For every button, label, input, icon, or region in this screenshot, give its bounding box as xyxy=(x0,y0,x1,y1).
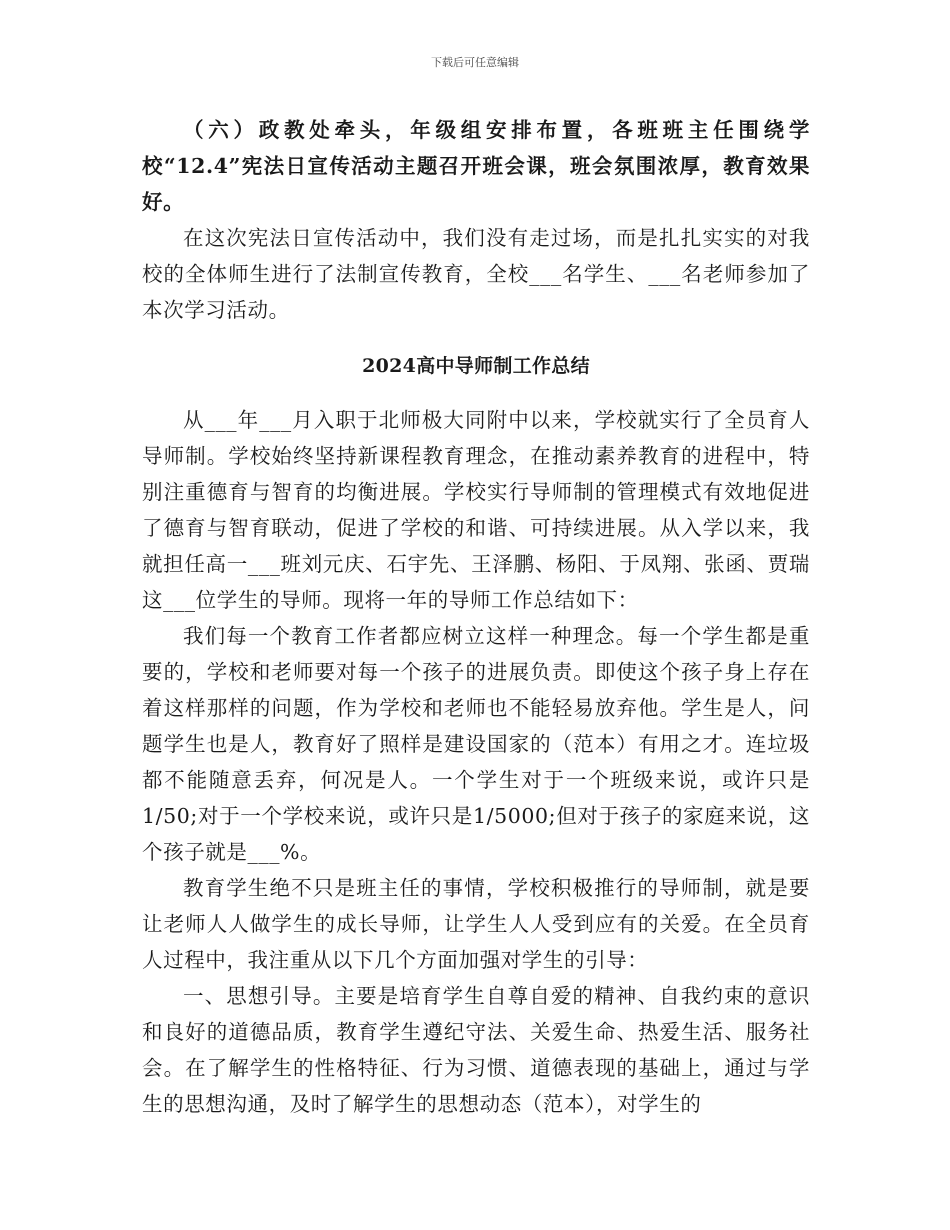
body-paragraph-3: 教育学生绝不只是班主任的事情，学校积极推行的导师制，就是要让老师人人做学生的成长导师，让学生人人受到应有的关爱。在全员育人过程中，我注重从以下几个方面加强对学生的引导： xyxy=(142,876,810,972)
article-title: 2024高中导师制工作总结 xyxy=(362,355,590,377)
body-paragraph-1: 从___年___月入职于北师极大同附中以来，学校就实行了全员育人导师制。学校始终坚持新课程教育理念，在推动素养教育的进程中，特别注重德育与智育的均衡进展。学校实行导师制的管理模式有效地促进了德育与智育联动，促进了学校的和谐、可持续进展。从入学以来，我就担任高一___班刘元庆、石宇先、王泽鹏、杨阳、于凤翔、张函、贾瑞这___位学生的导师。现将一年的导师工作总结如下： xyxy=(142,408,810,612)
document-body xyxy=(142,112,810,1122)
body-paragraph-4: 一、思想引导。主要是培育学生自尊自爱的精神、自我约束的意识和良好的道德品质，教育学生遵纪守法、关爱生命、热爱生活、服务社会。在了解学生的性格特征、行为习惯、道德表现的基础上，通过与学生的思想沟通，及时了解学生的思想动态（范本），对学生的 xyxy=(142,984,810,1116)
point-six-paragraph: （六）政教处牵头，年级组安排布置，各班班主任围绕学校“12.4”宪法日宣传活动主题召开班会课，班会氛围浓厚，教育效果好。 xyxy=(142,118,810,214)
body-paragraph-2: 我们每一个教育工作者都应树立这样一种理念。每一个学生都是重要的，学校和老师要对每一个孩子的进展负责。即使这个孩子身上存在着这样那样的问题，作为学校和老师也不能轻易放弃他。学生是人，问题学生也是人，教育好了照样是建设国家的（范本）有用之才。连垃圾都不能随意丢弃，何况是人。一个学生对于一个班级来说，或许只是1/50;对于一个学校来说，或许只是1/5000;但对于孩子的家庭来说，这个孩子就是___%。 xyxy=(142,624,810,864)
page-header-note: 下载后可任意编辑 xyxy=(431,56,519,69)
conclusion-paragraph: 在这次宪法日宣传活动中，我们没有走过场，而是扎扎实实的对我校的全体师生进行了法制宣传教育，全校___名学生、___名老师参加了本次学习活动。 xyxy=(142,226,810,322)
